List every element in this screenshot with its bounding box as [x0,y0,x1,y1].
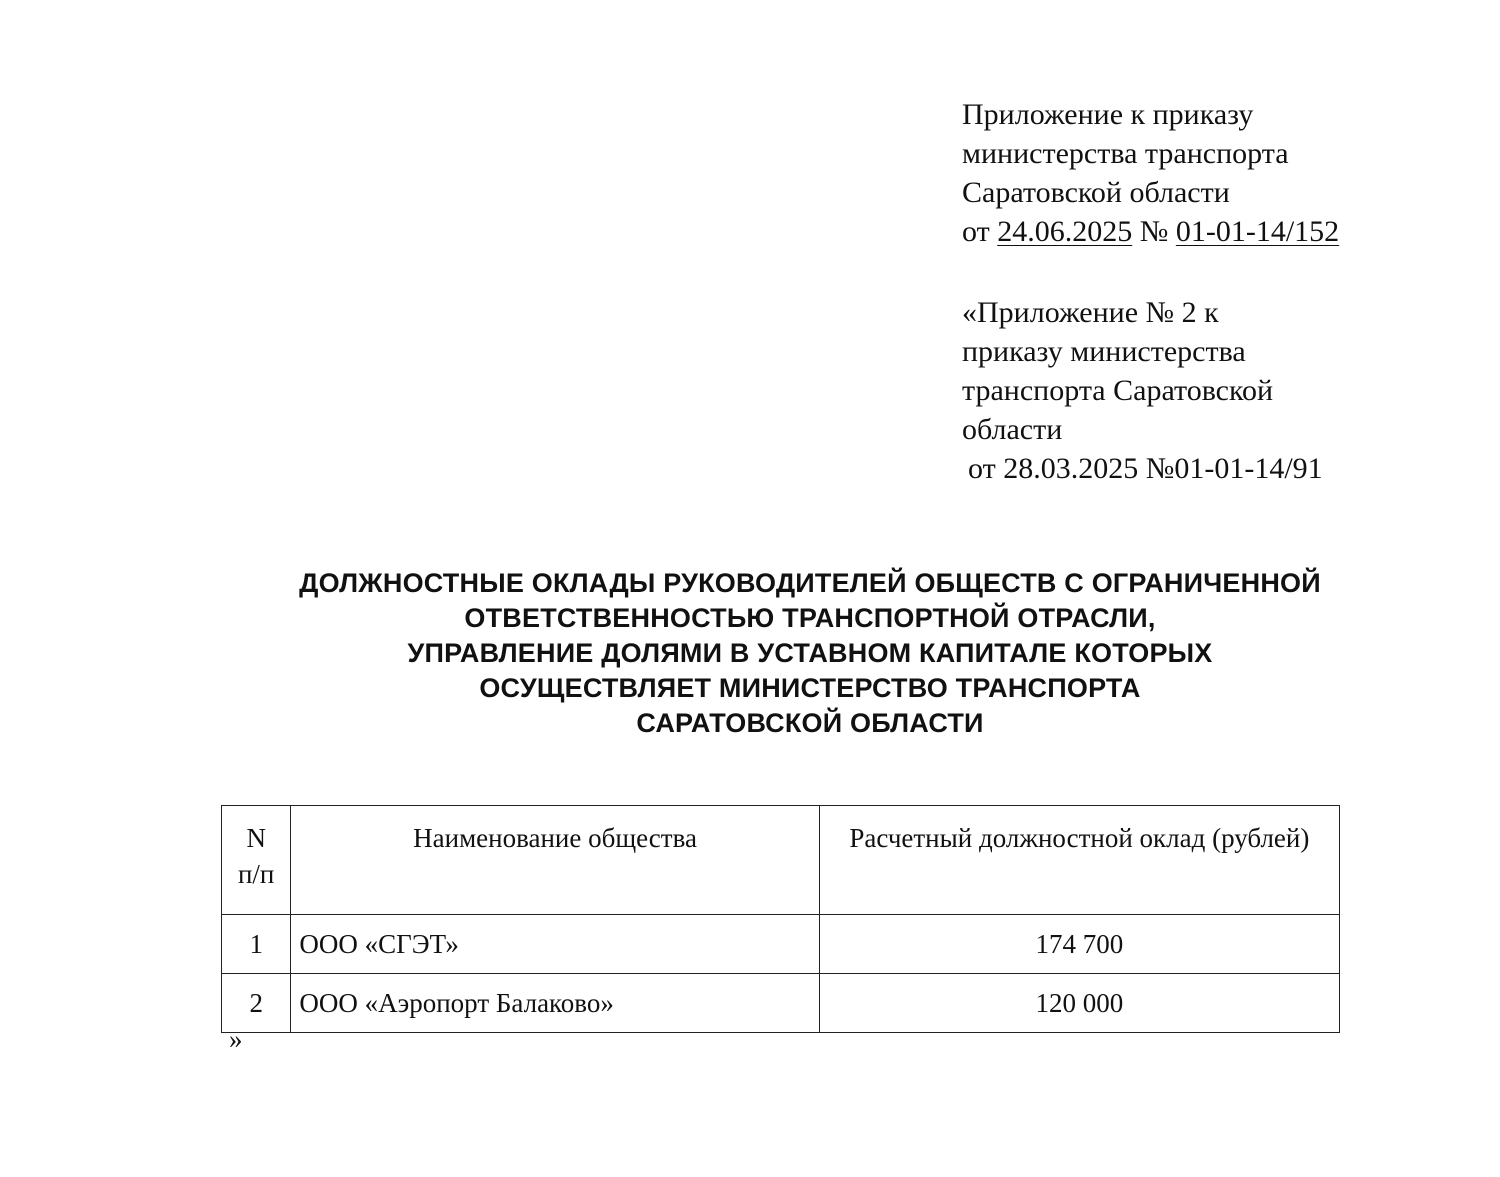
appendix-date-line [962,212,1339,251]
row-number: 1 [222,915,291,974]
header-number-line-2: п/п [237,859,275,889]
company-name: ООО «Аэропорт Балаково» [291,974,819,1033]
appendix-ref-line-2: приказу министерства [962,335,1246,368]
header-number [222,806,291,915]
table-row [222,915,1340,974]
order-date: 24.06.2025 [997,215,1133,248]
table-row [222,974,1340,1033]
appendix-reference [962,293,1323,488]
number-prefix: № [1132,215,1176,248]
appendix-line-1: Приложение к приказу [962,98,1254,131]
title-line-1: ДОЛЖНОСТНЫЕ ОКЛАДЫ РУКОВОДИТЕЛЕЙ ОБЩЕСТВ С ОГРАНИЧЕННОЙ [299,568,1321,598]
appendix-line-2: министерства транспорта [962,137,1289,170]
date-prefix: от [962,215,998,248]
title-line-5: САРАТОВСКОЙ ОБЛАСТИ [636,708,984,738]
appendix-ref-line-4: области [962,413,1063,446]
header-company-name: Наименование общества [291,806,819,915]
header-number-line-1: N [246,823,266,853]
salary-table [221,805,1340,1033]
appendix-ref-line-5: от 28.03.2025 №01-01-14/91 [968,452,1323,485]
title-line-4: ОСУЩЕСТВЛЯЕТ МИНИСТЕРСТВО ТРАНСПОРТА [479,673,1141,703]
row-number: 2 [222,974,291,1033]
header-salary: Расчетный должностной оклад (рублей) [819,806,1339,915]
title-line-3: УПРАВЛЕНИЕ ДОЛЯМИ В УСТАВНОМ КАПИТАЛЕ КОТОРЫХ [407,638,1213,668]
appendix-ref-line-3: транспорта Саратовской [962,374,1274,407]
appendix-header [962,95,1339,251]
order-number: 01-01-14/152 [1175,215,1340,248]
appendix-ref-line-1: «Приложение № 2 к [962,296,1219,329]
company-name: ООО «СГЭТ» [291,915,819,974]
appendix-line-3: Саратовской области [962,176,1230,209]
document-title [200,566,1420,741]
title-line-2: ОТВЕТСТВЕННОСТЬЮ ТРАНСПОРТНОЙ ОТРАСЛИ, [464,603,1156,633]
table-header-row [222,806,1340,915]
salary-value: 174 700 [819,915,1339,974]
salary-value: 120 000 [819,974,1339,1033]
closing-quote: » [229,1024,243,1054]
